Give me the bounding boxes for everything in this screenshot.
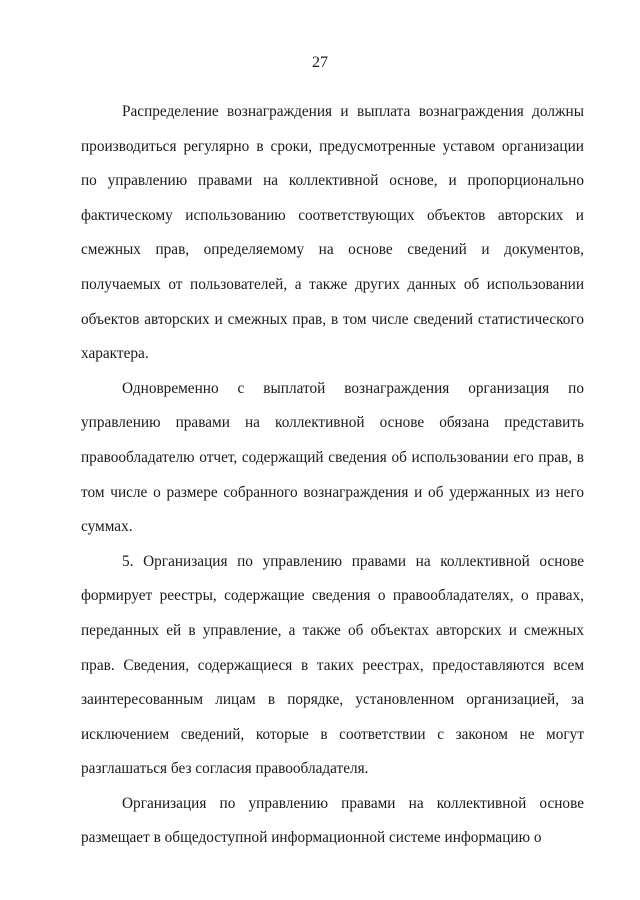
paragraph-remuneration-distribution: Распределение вознаграждения и выплата вознаграждения должны производиться регулярно в сроки, предусмотренные уставом организации по управлению правами на коллективной основе, и пропорционально фактическому использованию соответствующих объектов авторских и смежных прав, определяемому на основе сведений и документов, получаемых от пользователей, а также других данных об использовании объектов авторских и смежных прав, в том числе сведений статистического характера. [81,103,584,363]
paragraph-information-system: Организация по управлению правами на коллективной основе размещает в общедоступной информационной системе информацию о [81,794,584,847]
document-body [81,95,584,856]
paragraph-report-to-rightholder: Одновременно с выплатой вознаграждения организация по управлению правами на коллективной основе обязана представить правообладателю отчет, содержащий сведения об использовании его прав, в том числе о размере собранного вознаграждения и об удержанных из него суммах. [81,379,584,536]
paragraph-registers-clause-5: 5. Организация по управлению правами на коллективной основе формирует реестры, содержащие сведения о правообладателях, о правах, переданных ей в управление, а также об объектах авторских и смежных прав. Сведения, содержащиеся в таких реестрах, предоставляются всем заинтересованным лицам в порядке, установленном организацией, за исключением сведений, которые в соответствии с законом не могут разглашаться без согласия правообладателя. [81,552,584,778]
page-number: 27 [312,54,328,71]
